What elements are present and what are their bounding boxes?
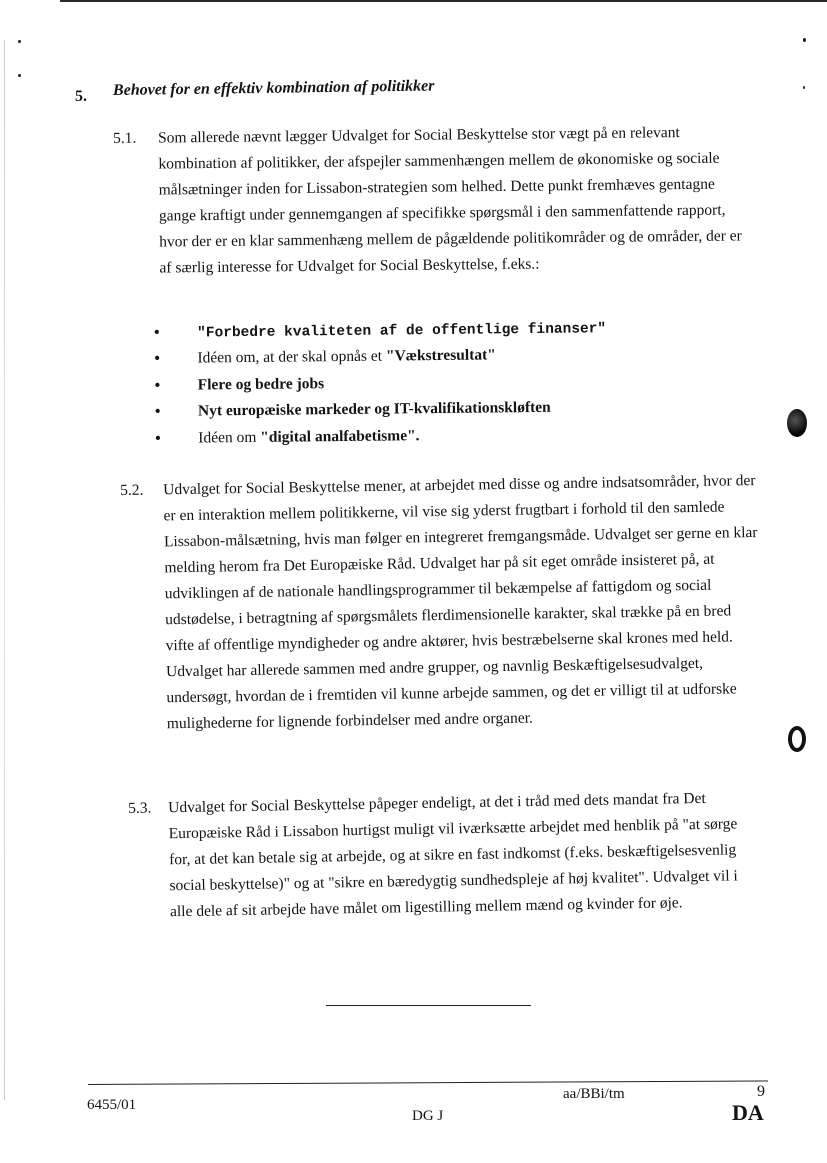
bullet-emphasis: "digital analfabetisme". — [260, 426, 420, 446]
footer-rule — [88, 1080, 768, 1085]
bullet-icon: • — [154, 376, 161, 394]
scan-speck — [18, 40, 21, 43]
bullet-text: Idéen om — [198, 428, 261, 447]
footer-language-code: DA — [732, 1100, 764, 1125]
bullet-icon: • — [154, 323, 160, 341]
footer-reference: aa/BBi/tm — [563, 1086, 625, 1102]
bullet-text: Idéen om, at der skal opnås et — [197, 347, 387, 367]
paragraph-number: 5.3. — [128, 799, 152, 817]
bullet-emphasis: Flere og bedre jobs — [197, 374, 325, 394]
paragraph-5-1 — [113, 119, 753, 277]
punch-hole-ring-icon — [788, 726, 806, 752]
bullet-emphasis: Nyt europæiske markeder og IT-kvalifikationskløften — [197, 398, 551, 420]
footer-page-number: 9 — [757, 1083, 765, 1100]
left-scan-edge — [4, 40, 5, 1100]
paragraph-number: 5.2. — [120, 481, 144, 499]
bullet-icon: • — [154, 403, 161, 421]
bullet-emphasis: "Forbedre kvaliteten af de offentlige finanser" — [197, 321, 607, 342]
top-border-line — [60, 0, 827, 2]
paragraph-text: Udvalget for Social Beskyttelse mener, at arbejdet med disse og andre indsatsområder, hvor der er en interaktion mellem politikkerne, vil vise sig yderst frugtbart i forhold til den samlede Lissabon-målsætning, hvis man følger en integreret fremgangsmåde. Udvalget ser gerne en klar melding herom fra Det Europæiske Råd. Udvalget har på sit eget område insisteret på, at udviklingen af de nationale handlingsprogrammer til bekæmpelse af fattigdom og social udstødelse, i betragtning af spørgsmålets flerdimensionelle karakter, skal trække på en bred vifte af offentlige myndigheder og andre aktører, hvis bestræbelserne skal krones med held. Udvalget har allerede sammen med andre grupper, og navnlig Beskæftigelsesudvalget, undersøgt, hvordan de i fremtiden vil kunne arbejde sammen, og det er villigt til at udforske mulighederne for lignende forbindelser med andre organer. — [163, 472, 758, 733]
list-item — [151, 419, 751, 452]
punch-hole-icon — [787, 409, 807, 437]
bullet-emphasis: "Vækstresultat" — [385, 346, 496, 365]
paragraph-number: 5.1. — [113, 129, 137, 147]
footer-directorate: DG J — [412, 1108, 444, 1124]
bullet-icon: • — [155, 429, 161, 447]
scan-speck — [18, 74, 21, 77]
scan-speck — [803, 86, 805, 89]
paragraph-5-2 — [120, 468, 760, 733]
end-separator-line — [326, 1005, 531, 1006]
bullet-icon: • — [154, 350, 160, 368]
section-title: Behovet for en effektiv kombination af politikker — [112, 77, 435, 99]
scan-speck — [803, 38, 806, 42]
paragraph-5-3 — [128, 785, 758, 921]
footer-document-code: 6455/01 — [87, 1097, 137, 1113]
paragraph-text: Udvalget for Social Beskyttelse påpeger endeligt, at det i tråd med dets mandat fra Det Europæiske Råd i Lissabon hurtigst muligt vil iværksætte arbejdet med henblik på "at sørge for, at det kan betale sig at arbejde, og at sikre en fast indkomst (f.eks. beskæftigelsesvenlig social beskyttelse)" og at "sikre en bæredygtig sundhedspleje af høj kvalitet". Udvalget vil i alle dele af sit arbejde have målet om ligestilling mellem mænd og kvinder for øje. — [168, 789, 738, 921]
paragraph-text: Som allerede nævnt lægger Udvalget for Social Beskyttelse stor vægt på en relevant kombination af politikker, der afspejler sammenhængen mellem de økonomiske og sociale målsætninger inden for Lissabon-strategien som helhed. Dette punkt fremhæves gentagne gange kraftigt under gennemgangen af specifikke spørgsmål i den sammenfattende rapport, hvor der er en klar sammenhæng mellem de pågældende politikområder og de områder, der er af særlig interesse for Udvalget for Social Beskyttelse, f.eks.: — [158, 124, 742, 277]
bullet-list — [150, 314, 751, 452]
section-number: 5. — [75, 88, 87, 105]
